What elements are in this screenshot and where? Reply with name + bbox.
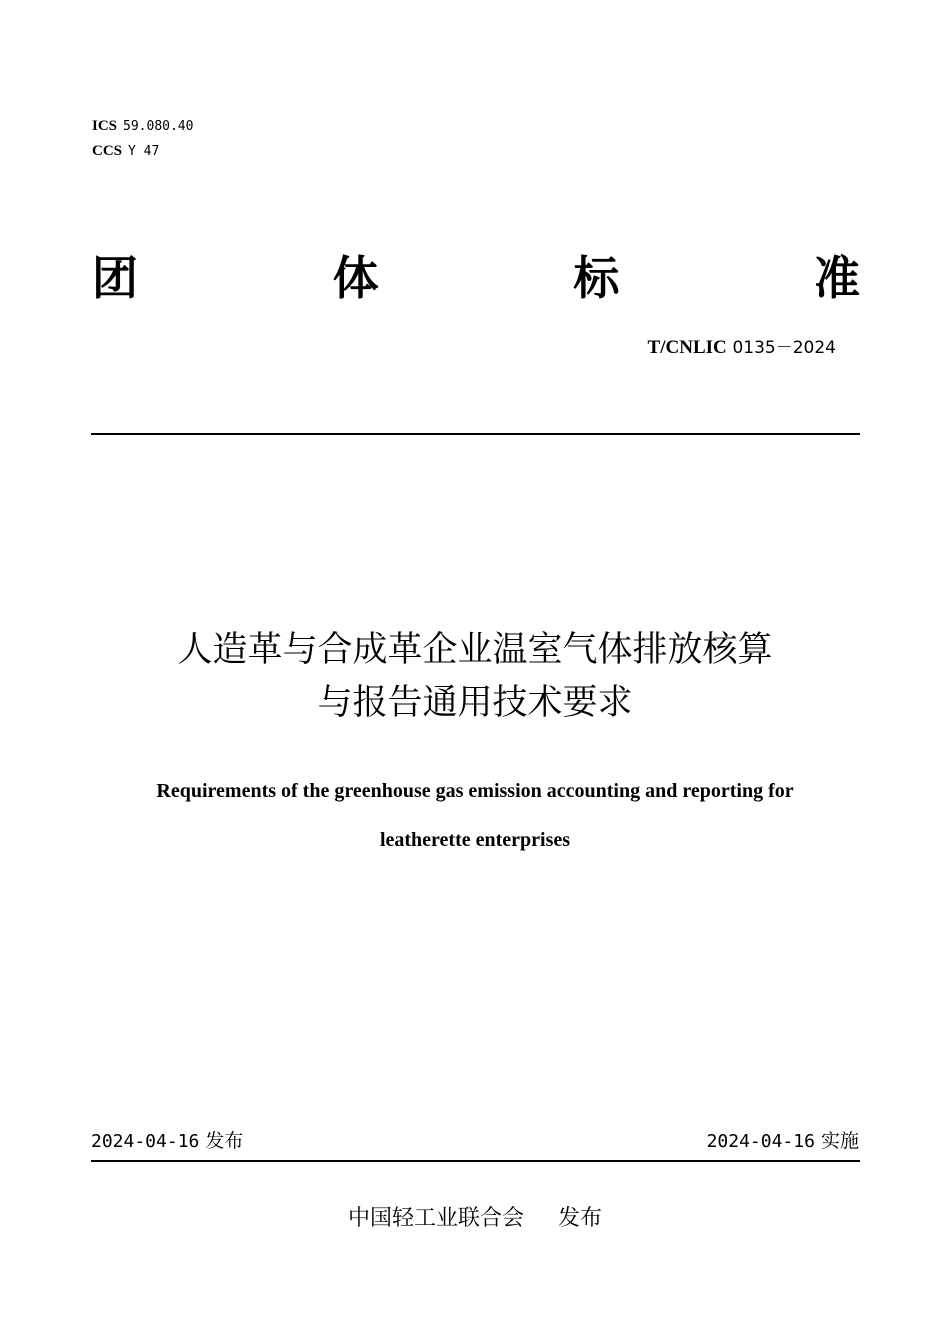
top-divider (91, 433, 860, 435)
publish-date (91, 1128, 243, 1155)
standard-number (648, 336, 836, 360)
title-cn-line2: 与报告通用技术要求 (317, 683, 633, 723)
standard-type-char: 体 (332, 251, 379, 305)
ics-label: ICS (92, 118, 118, 134)
title-cn-line1: 人造革与合成革企业温室气体排放核算 (177, 630, 773, 670)
implement-date (707, 1128, 859, 1155)
standard-type-char: 准 (813, 251, 860, 305)
standard-type-char: 标 (573, 251, 620, 305)
publisher-action: 发布 (558, 1206, 603, 1231)
ics-value: 59.080.40 (123, 119, 194, 134)
ccs-code (92, 142, 159, 161)
implement-date-value: 2024-04-16 (706, 1131, 815, 1152)
implement-date-label: 实施 (820, 1130, 859, 1152)
ics-code (92, 117, 193, 136)
standard-type-char: 团 (92, 251, 138, 305)
title-en-line1: Requirements of the greenhouse gas emission accounting and reporting for (156, 780, 794, 802)
title-en-line2: leatherette enterprises (379, 829, 571, 851)
bottom-divider (91, 1160, 860, 1162)
standard-type-heading (92, 250, 860, 306)
standard-number-prefix: T/CNLIC (647, 337, 727, 358)
publish-date-label: 发布 (205, 1130, 244, 1152)
publish-date-value: 2024-04-16 (91, 1131, 200, 1152)
standard-number-code: 0135－2024 (732, 338, 836, 358)
publisher-name: 中国轻工业联合会 (347, 1206, 524, 1231)
publisher (0, 1204, 950, 1234)
ccs-label: CCS (92, 143, 123, 159)
ccs-value: Y 47 (128, 144, 160, 159)
